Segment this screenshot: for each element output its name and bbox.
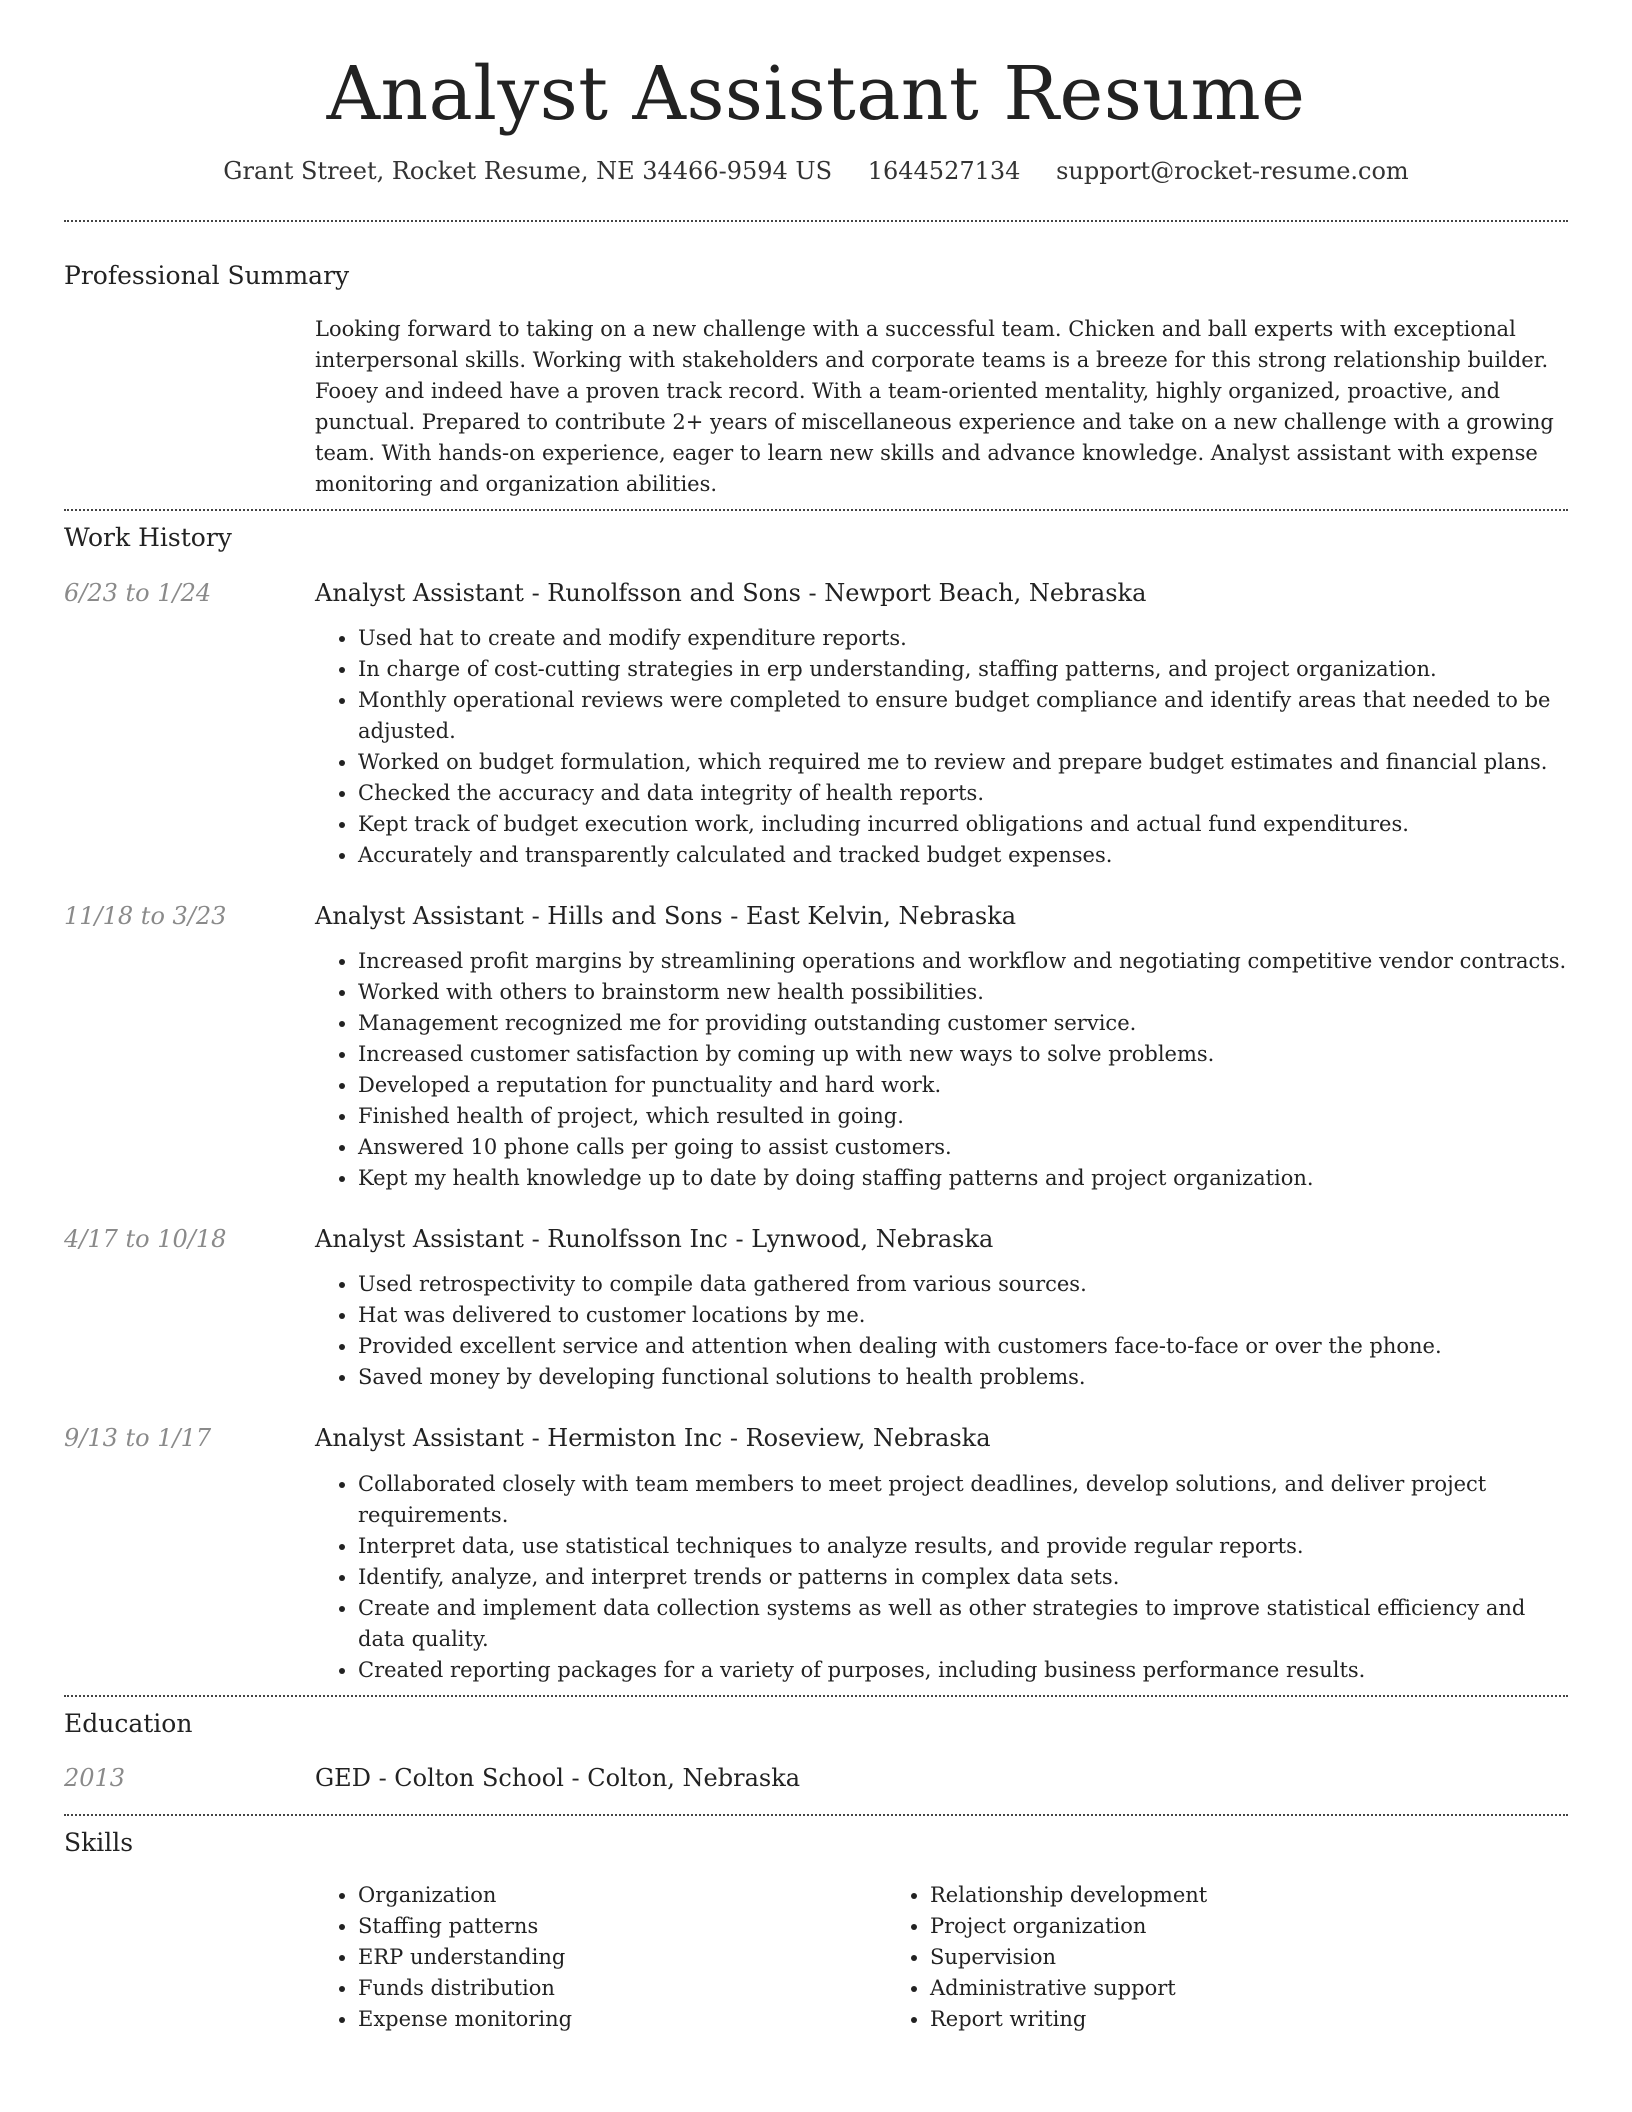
job-bullet: • Finished health of project, which resulted in going. (358, 1101, 1568, 1132)
job-bullet: • Answered 10 phone calls per going to assist customers. (358, 1132, 1568, 1163)
job-dates: 6/23 to 1/24 (64, 578, 212, 607)
job-entry (64, 1224, 1568, 1393)
job-bullet: • Interpret data, use statistical techniques to analyze results, and provide regular reports. (358, 1531, 1568, 1562)
education-year: 2013 (64, 1763, 126, 1792)
skill-item: • Administrative support (930, 1973, 1387, 2004)
education-entry (64, 1763, 1568, 1794)
job-title: Analyst Assistant - Hermiston Inc - Roseview, Nebraska (315, 1424, 991, 1453)
education-title: GED - Colton School - Colton, Nebraska (315, 1763, 801, 1792)
section-title-education: Education (64, 1708, 193, 1738)
job-bullet: • Worked on budget formulation, which required me to review and prepare budget estimates and financial plans. (358, 747, 1568, 778)
job-bullet: • Saved money by developing functional solutions to health problems. (358, 1362, 1568, 1393)
summary-text: Looking forward to taking on a new challenge with a successful team. Chicken and ball experts with exceptional interpersonal skills. Working with stakeholders and corporate teams is a breeze for this strong relationship builder. Fooey and indeed have a proven track record. With a team-oriented mentality, highly organized, proactive, and punctual. Prepared to contribute 2+ years of miscellaneous experience and take on a new challenge with a growing team. With hands-on experience, eager to learn new skills and advance knowledge. Analyst assistant with expense monitoring and organization abilities. (315, 316, 1554, 496)
job-bullet: • In charge of cost-cutting strategies in erp understanding, staffing patterns, and project organization. (358, 654, 1568, 685)
summary-section (64, 261, 1568, 500)
skill-item: • Report writing (930, 2004, 1387, 2035)
job-bullet: • Checked the accuracy and data integrity of health reports. (358, 778, 1568, 809)
job-bullet: • Management recognized me for providing outstanding customer service. (358, 1008, 1568, 1039)
job-bullet: • Kept my health knowledge up to date by doing staffing patterns and project organization. (358, 1163, 1568, 1194)
skill-item: • Organization (358, 1880, 887, 1911)
education-section (64, 1709, 1568, 1794)
job-bullet: • Increased customer satisfaction by coming up with new ways to solve problems. (358, 1039, 1568, 1070)
job-bullets (315, 623, 1568, 871)
skill-item: • Expense monitoring (358, 2004, 887, 2035)
skills-list (315, 1880, 1568, 2035)
job-bullets (315, 946, 1568, 1194)
job-body (315, 1423, 1568, 1685)
contact-email: support@rocket-resume.com (1056, 157, 1409, 186)
skill-item: • Project organization (930, 1911, 1387, 1942)
skill-item: • Supervision (930, 1942, 1387, 1973)
job-title: Analyst Assistant - Runolfsson and Sons - Newport Beach, Nebraska (315, 578, 1147, 607)
divider (64, 509, 1568, 511)
contact-phone: 1644527134 (867, 157, 1021, 186)
job-bullet: • Created reporting packages for a variety of purposes, including business performance results. (358, 1655, 1568, 1686)
divider (64, 220, 1568, 222)
job-dates: 4/17 to 10/18 (64, 1225, 227, 1254)
job-entry (64, 1423, 1568, 1685)
job-title: Analyst Assistant - Runolfsson Inc - Lynwood, Nebraska (315, 1225, 994, 1254)
job-body (315, 578, 1568, 871)
job-body (315, 1224, 1568, 1393)
page-title: Analyst Assistant Resume (326, 51, 1306, 137)
job-bullet: • Used retrospectivity to compile data gathered from various sources. (358, 1269, 1568, 1300)
skills-section (64, 1828, 1568, 2035)
skill-item: • Funds distribution (358, 1973, 887, 2004)
job-bullet: • Worked with others to brainstorm new health possibilities. (358, 977, 1568, 1008)
job-bullet: • Collaborated closely with team members to meet project deadlines, develop solutions, and deliver project requirements. (358, 1469, 1568, 1531)
job-body (315, 901, 1568, 1194)
job-bullet: • Kept track of budget execution work, including incurred obligations and actual fund expenditures. (358, 809, 1568, 840)
section-title-skills: Skills (64, 1827, 134, 1857)
education-body (315, 1763, 1568, 1794)
contact-info (64, 157, 1568, 186)
job-bullets (315, 1469, 1568, 1686)
skills-column-right (887, 1880, 1387, 2035)
work-history-section (64, 523, 1568, 1686)
divider (64, 1814, 1568, 1816)
skill-item: • Staffing patterns (358, 1911, 887, 1942)
job-bullet: • Monthly operational reviews were completed to ensure budget compliance and identify areas that needed to be adjusted. (358, 685, 1568, 747)
job-bullet: • Identify, analyze, and interpret trends or patterns in complex data sets. (358, 1562, 1568, 1593)
section-title-work-history: Work History (64, 522, 232, 552)
skill-item: • Relationship development (930, 1880, 1387, 1911)
job-entry (64, 901, 1568, 1194)
job-dates: 11/18 to 3/23 (64, 902, 227, 931)
section-title-summary: Professional Summary (64, 260, 350, 290)
job-bullet: • Create and implement data collection systems as well as other strategies to improve statistical efficiency and data quality. (358, 1593, 1568, 1655)
job-bullet: • Increased profit margins by streamlining operations and workflow and negotiating competitive vendor contracts. (358, 946, 1568, 977)
job-entry (64, 578, 1568, 871)
job-title: Analyst Assistant - Hills and Sons - East Kelvin, Nebraska (315, 902, 1017, 931)
job-dates: 9/13 to 1/17 (64, 1424, 212, 1453)
job-bullet: • Hat was delivered to customer locations by me. (358, 1300, 1568, 1331)
divider (64, 1695, 1568, 1697)
skill-item: • ERP understanding (358, 1942, 887, 1973)
skills-column-left (315, 1880, 887, 2035)
contact-address: Grant Street, Rocket Resume, NE 34466-9594 US (223, 157, 833, 186)
job-bullet: • Developed a reputation for punctuality and hard work. (358, 1070, 1568, 1101)
job-bullet: • Provided excellent service and attention when dealing with customers face-to-face or over the phone. (358, 1331, 1568, 1362)
job-bullet: • Accurately and transparently calculated and tracked budget expenses. (358, 840, 1568, 871)
job-bullets (315, 1269, 1568, 1393)
job-bullet: • Used hat to create and modify expenditure reports. (358, 623, 1568, 654)
